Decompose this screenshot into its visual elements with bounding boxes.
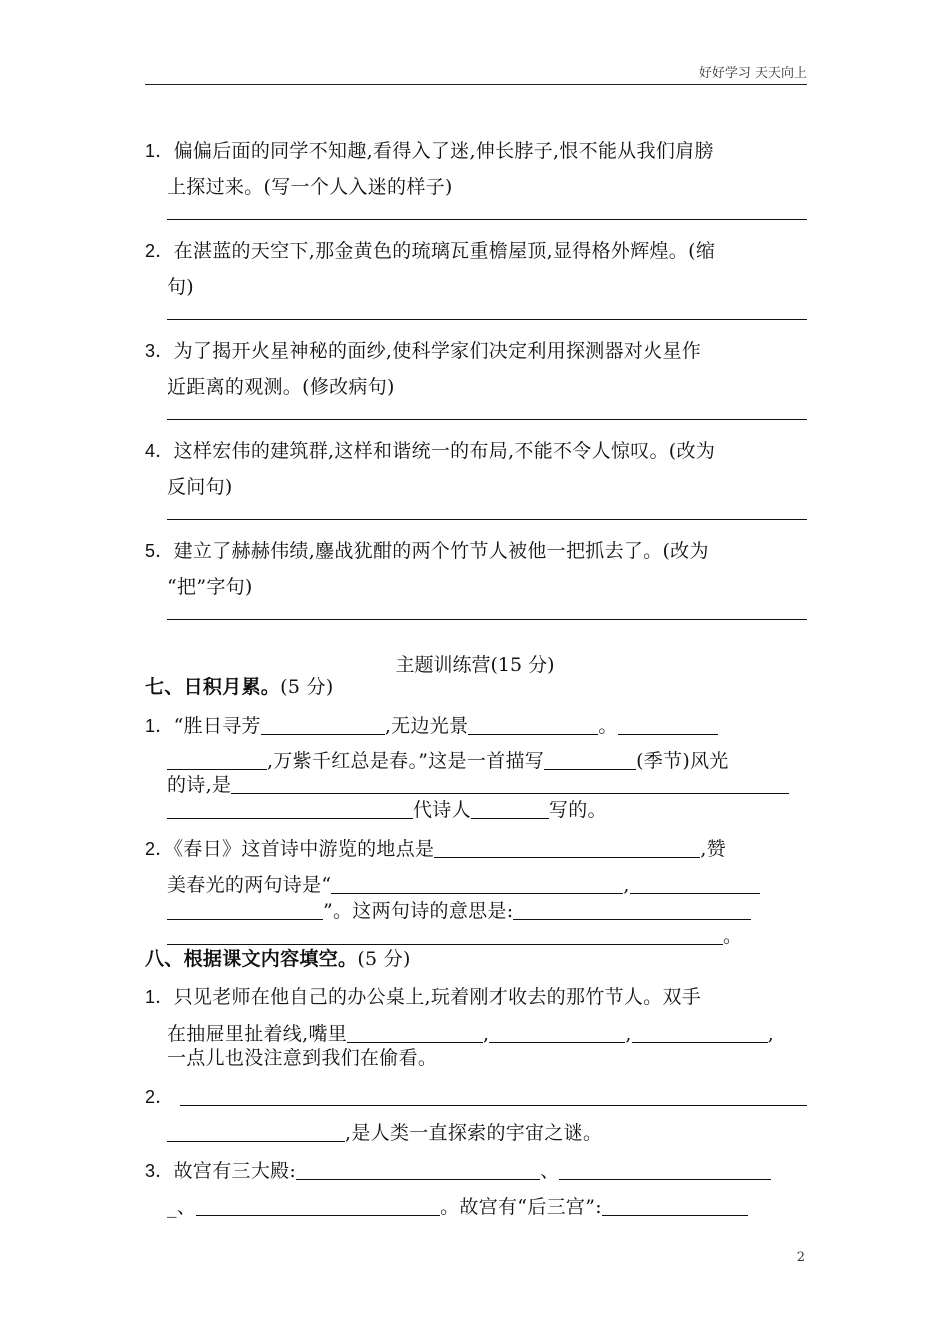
blank[interactable] bbox=[468, 716, 598, 735]
section-score: (5 分) bbox=[357, 948, 411, 970]
blank[interactable] bbox=[489, 1024, 625, 1043]
text: 的诗,是 bbox=[167, 774, 232, 796]
question-number: 1． bbox=[145, 716, 174, 736]
blank[interactable] bbox=[167, 800, 413, 819]
blank[interactable] bbox=[632, 1024, 768, 1043]
blank[interactable] bbox=[602, 1197, 748, 1216]
section-title: 七、日积月累。 bbox=[145, 676, 281, 698]
text: 《春日》这首诗中游览的地点是 bbox=[173, 838, 435, 860]
answer-line-3[interactable] bbox=[167, 419, 807, 420]
blank[interactable] bbox=[471, 800, 549, 819]
s7-q2-line-4 bbox=[167, 925, 742, 947]
text: _、 bbox=[167, 1196, 197, 1218]
question-1-line-2: 上探过来。(写一个人入迷的样子) bbox=[167, 176, 453, 198]
question-number: 3． bbox=[145, 1161, 174, 1181]
s8-q2-line-2 bbox=[167, 1122, 602, 1144]
text: 只见老师在他自己的办公桌上,玩着刚才收去的那竹节人。双手 bbox=[173, 986, 702, 1008]
text: 写的。 bbox=[548, 799, 607, 821]
text: , bbox=[483, 1023, 490, 1045]
question-2-line-1 bbox=[145, 240, 715, 262]
text: ”。这两句诗的意思是: bbox=[323, 900, 514, 922]
question-number: 2． bbox=[145, 1087, 174, 1107]
blank[interactable] bbox=[618, 716, 718, 735]
answer-line-4[interactable] bbox=[167, 519, 807, 520]
text: 。 bbox=[598, 715, 618, 737]
question-number: 2． bbox=[145, 839, 174, 859]
question-number: 5． bbox=[145, 541, 174, 561]
text: “胜日寻芳 bbox=[173, 715, 261, 737]
text: 、 bbox=[540, 1160, 560, 1182]
s7-q1-line-3 bbox=[167, 774, 789, 796]
blank[interactable] bbox=[331, 875, 623, 894]
question-5-line-2: “把”字句) bbox=[167, 576, 253, 598]
s7-q2-line-1 bbox=[145, 838, 726, 860]
question-text: 偏偏后面的同学不知趣,看得入了迷,伸长脖子,恨不能从我们肩膀 bbox=[173, 140, 714, 162]
header-rule bbox=[145, 84, 807, 85]
question-3-line-1 bbox=[145, 340, 701, 362]
question-number: 2． bbox=[145, 241, 174, 261]
text: ,万紫千红总是春。”这是一首描写 bbox=[267, 750, 545, 772]
s7-q1-line-2 bbox=[167, 750, 729, 772]
s8-q1-line-1 bbox=[145, 986, 701, 1008]
question-text: 为了揭开火星神秘的面纱,使科学家们决定利用探测器对火星作 bbox=[173, 340, 702, 362]
blank[interactable] bbox=[167, 1123, 345, 1142]
text: 故宫有三大殿: bbox=[173, 1160, 297, 1182]
blank[interactable] bbox=[167, 751, 267, 770]
s7-q1-line-4 bbox=[167, 799, 607, 821]
text: , bbox=[625, 1023, 632, 1045]
page-number: 2 bbox=[796, 1250, 805, 1265]
question-text: 在湛蓝的天空下,那金黄色的琉璃瓦重檐屋顶,显得格外辉煌。(缩 bbox=[173, 240, 716, 262]
answer-line-5[interactable] bbox=[167, 619, 807, 620]
blank[interactable] bbox=[196, 1197, 440, 1216]
s8-q1-line-2 bbox=[167, 1023, 774, 1045]
blank[interactable] bbox=[559, 1161, 771, 1180]
section-7-heading bbox=[145, 676, 334, 698]
question-3-line-2: 近距离的观测。(修改病句) bbox=[167, 376, 395, 398]
blank[interactable] bbox=[261, 716, 385, 735]
question-text: 这样宏伟的建筑群,这样和谐统一的布局,不能不令人惊叹。(改为 bbox=[173, 440, 716, 462]
blank[interactable] bbox=[167, 901, 323, 920]
question-5-line-1 bbox=[145, 540, 709, 562]
answer-line-2[interactable] bbox=[167, 319, 807, 320]
answer-line-1[interactable] bbox=[167, 219, 807, 220]
question-4-line-1 bbox=[145, 440, 715, 462]
section-8-heading bbox=[145, 948, 411, 970]
s7-q2-line-2 bbox=[167, 874, 760, 896]
text: 。 bbox=[723, 925, 743, 947]
s8-q1-line-3: 一点儿也没注意到我们在偷看。 bbox=[167, 1047, 438, 1069]
page-header: 好好学习 天天向上 bbox=[698, 66, 807, 81]
s8-q3-line-1 bbox=[145, 1160, 771, 1182]
section-score: (5 分) bbox=[280, 676, 334, 698]
text: 在抽屉里扯着线,嘴里 bbox=[167, 1023, 348, 1045]
theme-section-title: 主题训练营(15 分) bbox=[395, 654, 555, 676]
s7-q1-line-1 bbox=[145, 715, 718, 737]
s8-q3-line-2 bbox=[167, 1196, 748, 1218]
text: ,是人类一直探索的宇宙之谜。 bbox=[345, 1122, 603, 1144]
blank[interactable] bbox=[296, 1161, 540, 1180]
answer-line-s8-q2[interactable] bbox=[180, 1105, 807, 1106]
s8-q2-line-1 bbox=[145, 1086, 174, 1108]
question-text: 建立了赫赫伟绩,鏖战犹酣的两个竹节人被他一把抓去了。(改为 bbox=[173, 540, 709, 562]
question-number: 4． bbox=[145, 441, 174, 461]
question-4-line-2: 反问句) bbox=[167, 476, 233, 498]
text: 代诗人 bbox=[413, 799, 471, 821]
s7-q2-line-3 bbox=[167, 900, 751, 922]
blank[interactable] bbox=[630, 875, 760, 894]
blank[interactable] bbox=[544, 751, 636, 770]
text: , bbox=[767, 1023, 775, 1045]
text: (季节)风光 bbox=[636, 750, 729, 772]
text: 。故宫有“后三宫”: bbox=[440, 1196, 602, 1218]
text: 美春光的两句诗是“ bbox=[167, 874, 332, 896]
blank[interactable] bbox=[434, 839, 700, 858]
blank[interactable] bbox=[167, 926, 723, 945]
blank[interactable] bbox=[513, 901, 751, 920]
question-number: 1． bbox=[145, 141, 174, 161]
text: ,无边光景 bbox=[384, 715, 469, 737]
text: ,赞 bbox=[700, 838, 726, 860]
blank[interactable] bbox=[231, 775, 789, 794]
blank[interactable] bbox=[347, 1024, 483, 1043]
text: , bbox=[623, 874, 630, 896]
question-2-line-2: 句) bbox=[167, 276, 195, 298]
section-title: 八、根据课文内容填空。 bbox=[145, 948, 358, 970]
question-1-line-1 bbox=[145, 140, 714, 162]
question-number: 1． bbox=[145, 987, 174, 1007]
question-number: 3． bbox=[145, 341, 174, 361]
